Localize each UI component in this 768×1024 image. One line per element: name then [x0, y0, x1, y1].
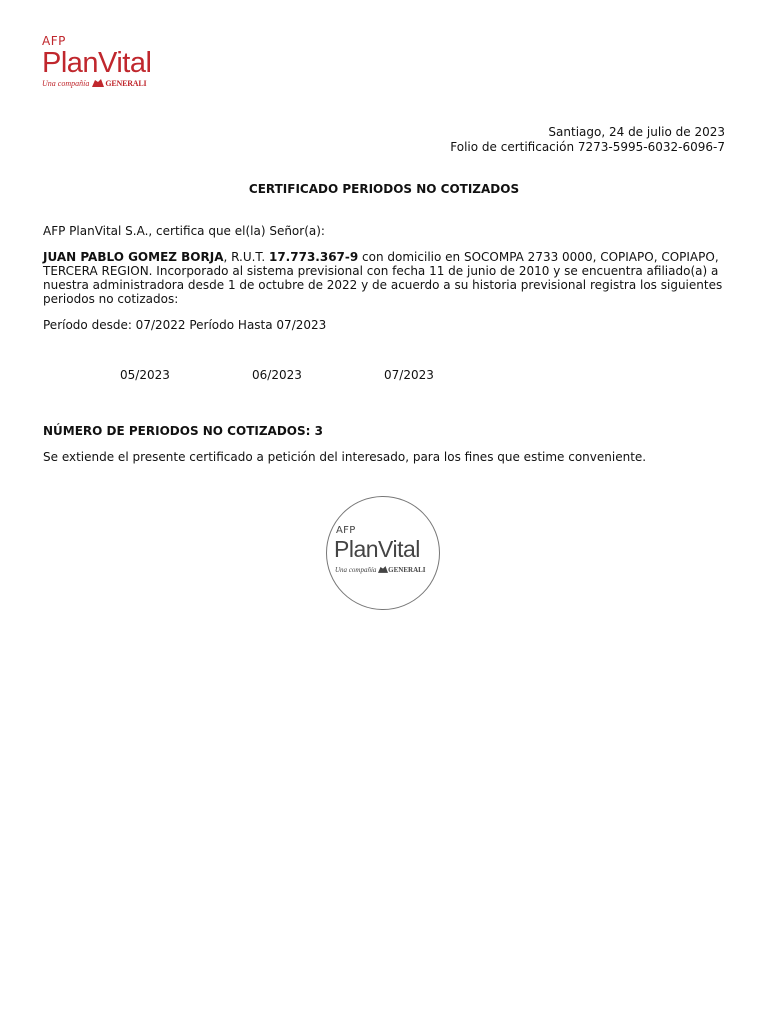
affiliate-name: JUAN PABLO GOMEZ BORJA — [43, 250, 224, 264]
closing-paragraph: Se extiende el presente certificado a petición del interesado, para los fines que estime conveniente. — [43, 450, 647, 464]
period-range: Período desde: 07/2022 Período Hasta 07/2023 — [43, 318, 327, 332]
document-title: CERTIFICADO PERIODOS NO COTIZADOS — [248, 182, 520, 196]
period-item: 06/2023 — [252, 368, 302, 382]
logo-afp-text: AFP — [42, 34, 66, 48]
period-item: 07/2023 — [384, 368, 434, 382]
body-paragraph — [43, 250, 725, 306]
folio-number: Folio de certificación 7273-5995-6032-6096-7 — [450, 140, 725, 154]
rut-number: 17.773.367-9 — [268, 250, 359, 264]
stamp-tagline-text: Una compañía — [335, 566, 377, 574]
planvital-logo — [42, 34, 172, 90]
stamp-afp-text: AFP — [336, 525, 356, 536]
stamp-name: PlanVital — [334, 536, 420, 562]
generali-lion-icon — [92, 79, 104, 87]
document-header — [450, 125, 725, 155]
periods-summary: NÚMERO DE PERIODOS NO COTIZADOS: 3 — [43, 424, 323, 438]
period-item: 05/2023 — [120, 368, 170, 382]
company-stamp — [326, 496, 440, 610]
periods-list — [0, 368, 768, 384]
rut-label: , R.U.T. — [223, 250, 269, 264]
logo-tagline-text: Una compañía — [42, 79, 90, 88]
stamp-lion-icon — [378, 566, 388, 573]
logo-name: PlanVital — [42, 47, 152, 79]
logo-partner: GENERALI — [105, 79, 147, 88]
place-date: Santiago, 24 de julio de 2023 — [548, 125, 725, 139]
body-text: con domicilio en SOCOMPA 2733 0000, COPIAPO, COPIAPO, TERCERA REGION. Incorporado al sistema previsional con fecha 11 de junio de 2010 y se encuentra afiliado(a) a nuestra administradora desde 1 de octubre de 2022 y de acuerdo a su historia previsional registra los siguientes periodos no cotizados: — [43, 250, 723, 306]
logo-tagline — [42, 78, 172, 90]
stamp-partner: GENERALI — [388, 566, 426, 574]
intro-paragraph: AFP PlanVital S.A., certifica que el(la) Señor(a): — [43, 224, 325, 238]
stamp-tagline — [335, 566, 426, 574]
